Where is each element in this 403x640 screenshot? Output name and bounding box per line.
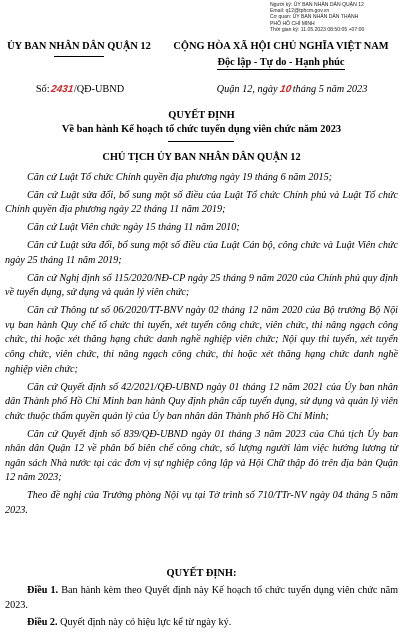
preamble-item: Căn cứ Thông tư số 06/2020/TT-BNV ngày 02 tháng 12 năm 2020 của Bộ trưởng Bộ Nội vụ ban hành Quy chế tổ chức thi tuyển, xét tuyển công chức, viên chức, thi nâng ngạch công chức, thi hoặc xét thăng hạng chức danh nghề nghiệp viên chức; Nội quy thi tuyển, xét tuyển công chức, viên chức, thi nâng ngạch công chức, thi hoặc xét thăng hạng chức danh nghề nghiệp viên chức; <box>5 305 398 375</box>
national-header-block <box>161 41 401 70</box>
issuing-agency-block <box>5 41 153 57</box>
article-2-label: Điều 2. <box>27 616 58 628</box>
article-2-text: Quyết định này có hiệu lực kể từ ngày ký. <box>60 616 232 628</box>
preamble-item: Căn cứ Quyết định số 839/QĐ-UBND ngày 01 tháng 3 năm 2023 của Chủ tịch Ủy ban nhân dân Quận 12 về phân bổ biên chế công chức, số lượng người làm việc hưởng lương từ ngân sách Nhà nước tại các đơn vị sự nghiệp công lập và Hội Chữ thập đỏ trên địa bàn Quận 12 năm 2023; <box>5 428 398 484</box>
preamble-item: Căn cứ Nghị định số 115/2020/NĐ-CP ngày 25 tháng 9 năm 2020 của Chính phủ quy định về tuyển dụng, sử dụng và quản lý viên chức; <box>5 272 398 299</box>
document-number <box>5 84 155 95</box>
national-motto: Độc lập - Tự do - Hạnh phúc <box>217 57 345 68</box>
issue-date <box>182 84 402 95</box>
document-number-suffix: /QĐ-UBND <box>73 84 125 95</box>
preamble <box>5 171 398 522</box>
article-1-label: Điều 1. <box>27 585 59 596</box>
signature-email: Email: q12@tphcm.gov.vn <box>270 8 330 15</box>
document-number-prefix: Số: <box>35 84 50 95</box>
national-title: CỘNG HÒA XÃ HỘI CHỦ NGHĨA VIỆT NAM <box>173 41 389 52</box>
issue-date-place: Quận 12, ngày <box>216 84 278 95</box>
article-1 <box>5 584 398 613</box>
issuing-agency: ỦY BAN NHÂN DÂN QUẬN 12 <box>7 41 151 52</box>
articles <box>5 584 398 633</box>
preamble-item: Căn cứ Luật Viên chức ngày 15 tháng 11 năm 2010; <box>27 222 240 234</box>
issue-date-rest: tháng 5 năm 2023 <box>292 84 368 95</box>
document-number-handwritten: 2431 <box>49 84 74 95</box>
signature-org-line-1: Cơ quan: ỦY BAN NHÂN DÂN THÀNH <box>270 14 359 21</box>
preamble-item: Theo đề nghị của Trưởng phòng Nội vụ tại Tờ trình số 710/TTr-NV ngày 04 tháng 5 năm 2023. <box>5 490 398 516</box>
preamble-item: Căn cứ Luật Tổ chức Chính quyền địa phương ngày 19 tháng 6 năm 2015; <box>27 172 333 183</box>
signature-org-line-2: PHỐ HỒ CHÍ MINH <box>270 20 315 27</box>
document-title: QUYẾT ĐỊNH <box>168 110 235 121</box>
signature-signer: Người ký: ỦY BAN NHÂN DÂN QUẬN 12 <box>270 2 364 8</box>
digital-signature-stamp <box>270 2 401 33</box>
issue-date-day-handwritten: 10 <box>278 84 292 95</box>
issuing-authority: CHỦ TỊCH ỦY BAN NHÂN DÂN QUẬN 12 <box>102 152 301 163</box>
decision-heading: QUYẾT ĐỊNH: <box>166 568 237 579</box>
agency-underline <box>54 56 104 57</box>
article-1-text: Ban hành kèm theo Quyết định này Kế hoạch tổ chức tuyển dụng viên chức năm 2023. <box>5 585 399 611</box>
preamble-item: Căn cứ Luật sửa đổi, bổ sung một số điều của Luật Tổ chức Chính phủ và Luật Tổ chức Chính quyền địa phương ngày 22 tháng 11 năm 2019; <box>5 189 398 216</box>
signature-time: Thời gian ký: 11.05.2023 08:50:05 +07:00 <box>270 26 365 33</box>
article-2 <box>5 616 398 631</box>
document-subtitle: Về ban hành Kế hoạch tổ chức tuyển dụng viên chức năm 2023 <box>61 124 342 135</box>
preamble-item: Căn cứ Luật sửa đổi, bổ sung một số điều của Luật Cán bộ, công chức và Luật Viên chức ngày 25 tháng 11 năm 2019; <box>5 240 398 266</box>
preamble-item: Căn cứ Quyết định số 42/2021/QĐ-UBND ngày 01 tháng 12 năm 2021 của Ủy ban nhân dân Thành phố Hồ Chí Minh ban hành Quy định phân cấp tuyển dụng, sử dụng và quản lý viên chức thuộc thẩm quyền quản lý của Ủy ban nhân dân Thành phố Hồ Chí Minh; <box>5 381 398 422</box>
subtitle-underline <box>168 141 234 142</box>
